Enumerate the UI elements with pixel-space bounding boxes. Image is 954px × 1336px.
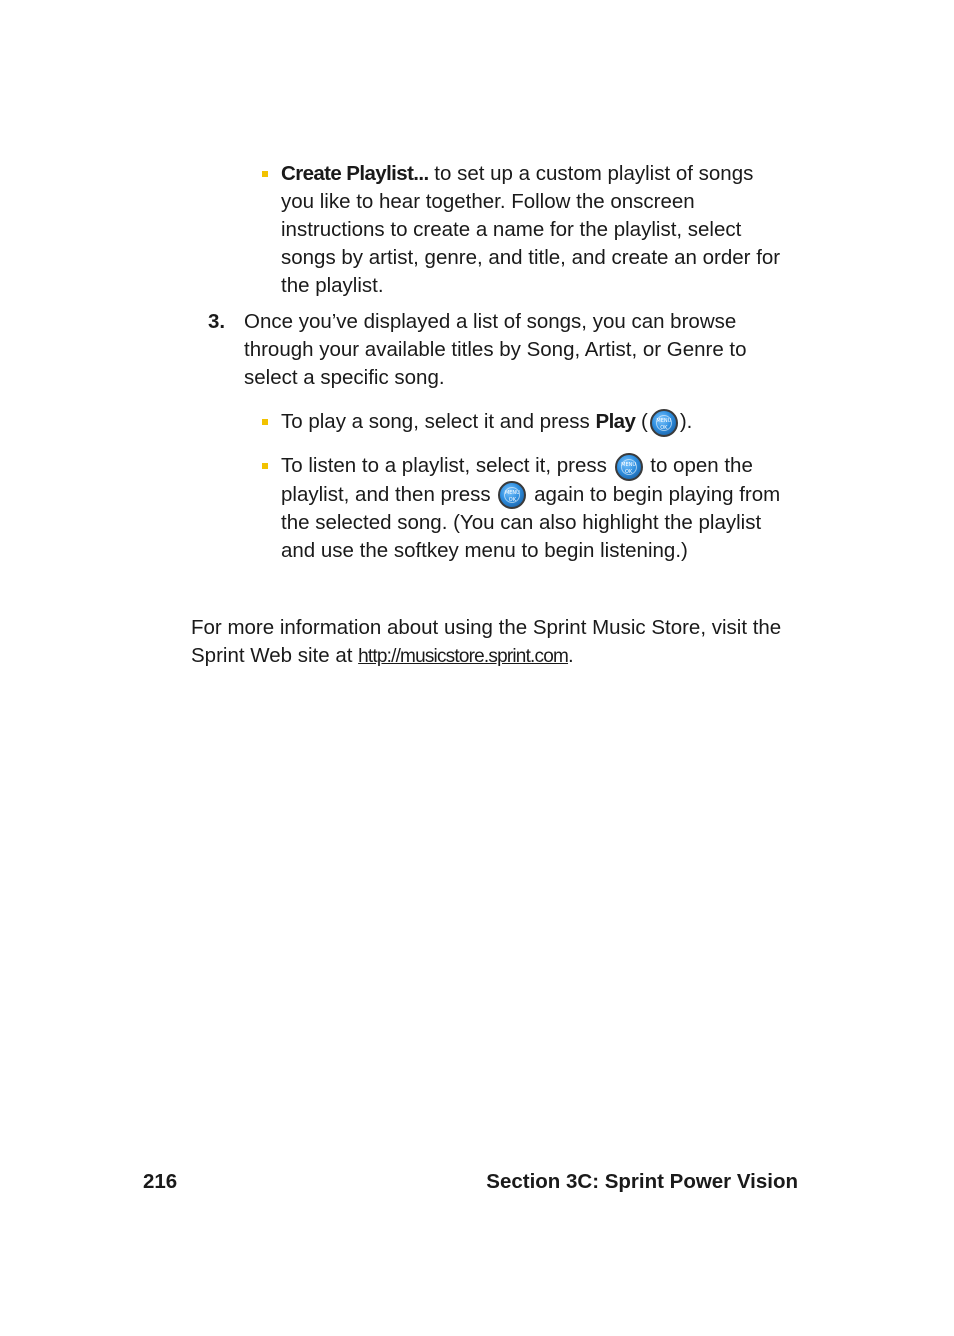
- more-info-text: For more information about using the Sprint Music Store, visit the Sprint Web site at: [191, 616, 782, 667]
- key-line1: MENU: [621, 461, 636, 468]
- bullet-square-icon: [262, 419, 268, 425]
- step-3-text: Once you’ve displayed a list of songs, you can browse through your available titles by Song, Artist, or Genre to select a specific song.: [244, 310, 747, 389]
- music-store-link[interactable]: http://musicstore.sprint.com: [358, 646, 569, 667]
- listen-playlist-part1: To listen to a playlist, select it, press: [281, 454, 613, 477]
- menu-ok-key-icon: [498, 481, 526, 509]
- page-number: 216: [143, 1170, 178, 1193]
- bullet-create-playlist-text: [281, 160, 791, 300]
- play-label: Play: [595, 410, 636, 433]
- menu-ok-key-icon: [650, 409, 678, 437]
- key-line2: OK: [660, 424, 668, 431]
- close-paren: ).: [679, 410, 693, 433]
- bullet-play-song-text: [281, 408, 791, 437]
- bullet-square-icon: [262, 171, 268, 177]
- key-line2: OK: [508, 497, 516, 504]
- menu-ok-key-icon: [615, 453, 643, 481]
- key-line1: MENU: [504, 490, 520, 497]
- step-number: 3.: [208, 310, 226, 333]
- bullet-square-icon: [262, 463, 268, 469]
- more-info-period: .: [568, 644, 574, 667]
- create-playlist-label: Create Playlist...: [281, 162, 429, 185]
- more-info-paragraph: [191, 614, 791, 671]
- listen-playlist-part2: to open the playlist, and then press: [281, 454, 753, 506]
- section-title: Section 3C: Sprint Power Vision: [486, 1170, 798, 1193]
- create-playlist-description: to set up a custom playlist of songs you like to hear together. Follow the onscreen instructions to create a name for the playlist, select songs by artist, genre, and title, and create an order for the playlist.: [281, 162, 781, 297]
- bullet-listen-playlist-text: [281, 452, 791, 565]
- open-paren: (: [635, 410, 648, 433]
- key-line2: OK: [624, 468, 633, 475]
- listen-playlist-part3: again to begin playing from the selected song. (You can also highlight the playlist and use the softkey menu to begin listening.): [281, 482, 781, 563]
- play-song-instruction: To play a song, select it and press: [281, 410, 596, 433]
- key-line1: MENU: [656, 417, 672, 424]
